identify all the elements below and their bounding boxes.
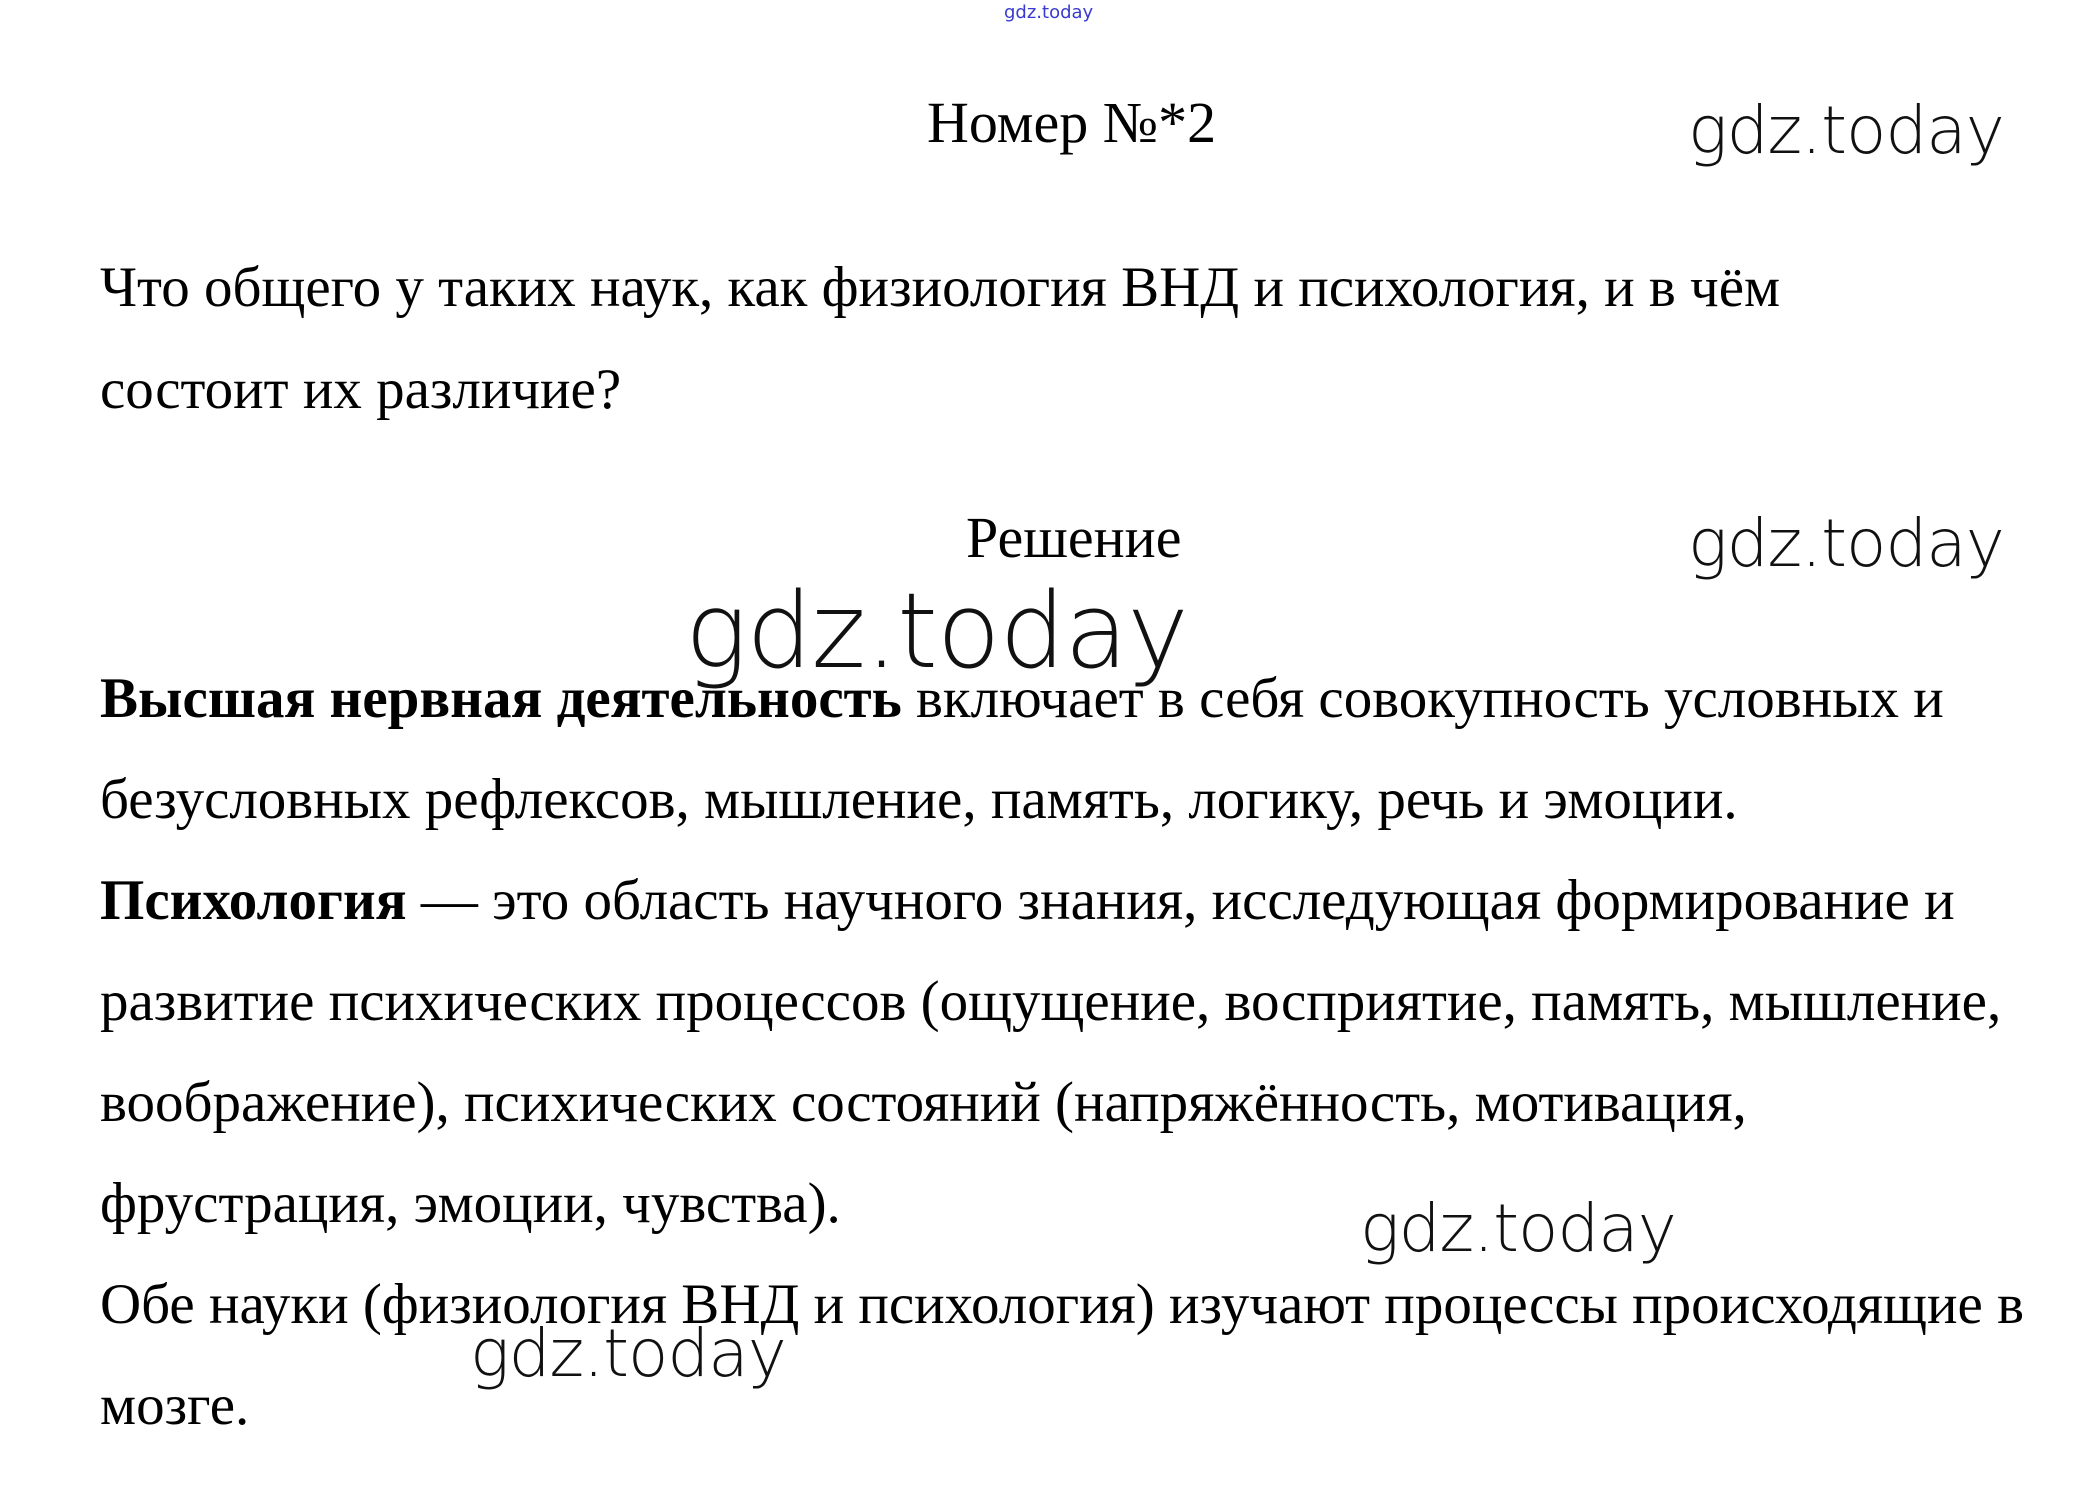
definition-text: включает в себя совокупность условных и безусловных рефлексов, мышление, память, логику, речь и эмоции. [100,667,1944,831]
definition-text: — это область научного знания, исследующая формирование и развитие психических процессов (ощущение, восприятие, память, мышление, воображение), психических состояний (напряжённость, мотивация, фрустрация, эмоции, чувства). [100,869,2002,1235]
watermark: gdz.today [470,1315,786,1392]
watermark: gdz.today [1360,1190,1676,1267]
solution-title: Решение [966,505,1182,570]
watermark: gdz.today [1688,92,2004,169]
term-higher-nervous-activity: Высшая нервная деятельность [100,667,902,730]
solution-paragraph-2 [100,850,2060,1254]
problem-question: Что общего у таких наук, как физиология ВНД и психология, и в чём состоит их различие? [100,256,1781,421]
solution-body [100,648,2060,1456]
problem-title: Номер №*2 [927,90,1217,155]
source-link[interactable]: gdz.today [1004,2,1094,23]
watermark: gdz.today [1688,505,2004,582]
watermark: gdz.today [685,570,1188,692]
term-psychology: Психология [100,869,407,932]
solution-paragraph-3 [100,1254,2060,1456]
conclusion-text: Обе науки (физиология ВНД и психология) изучают процессы происходящие в мозге. [100,1273,2025,1437]
